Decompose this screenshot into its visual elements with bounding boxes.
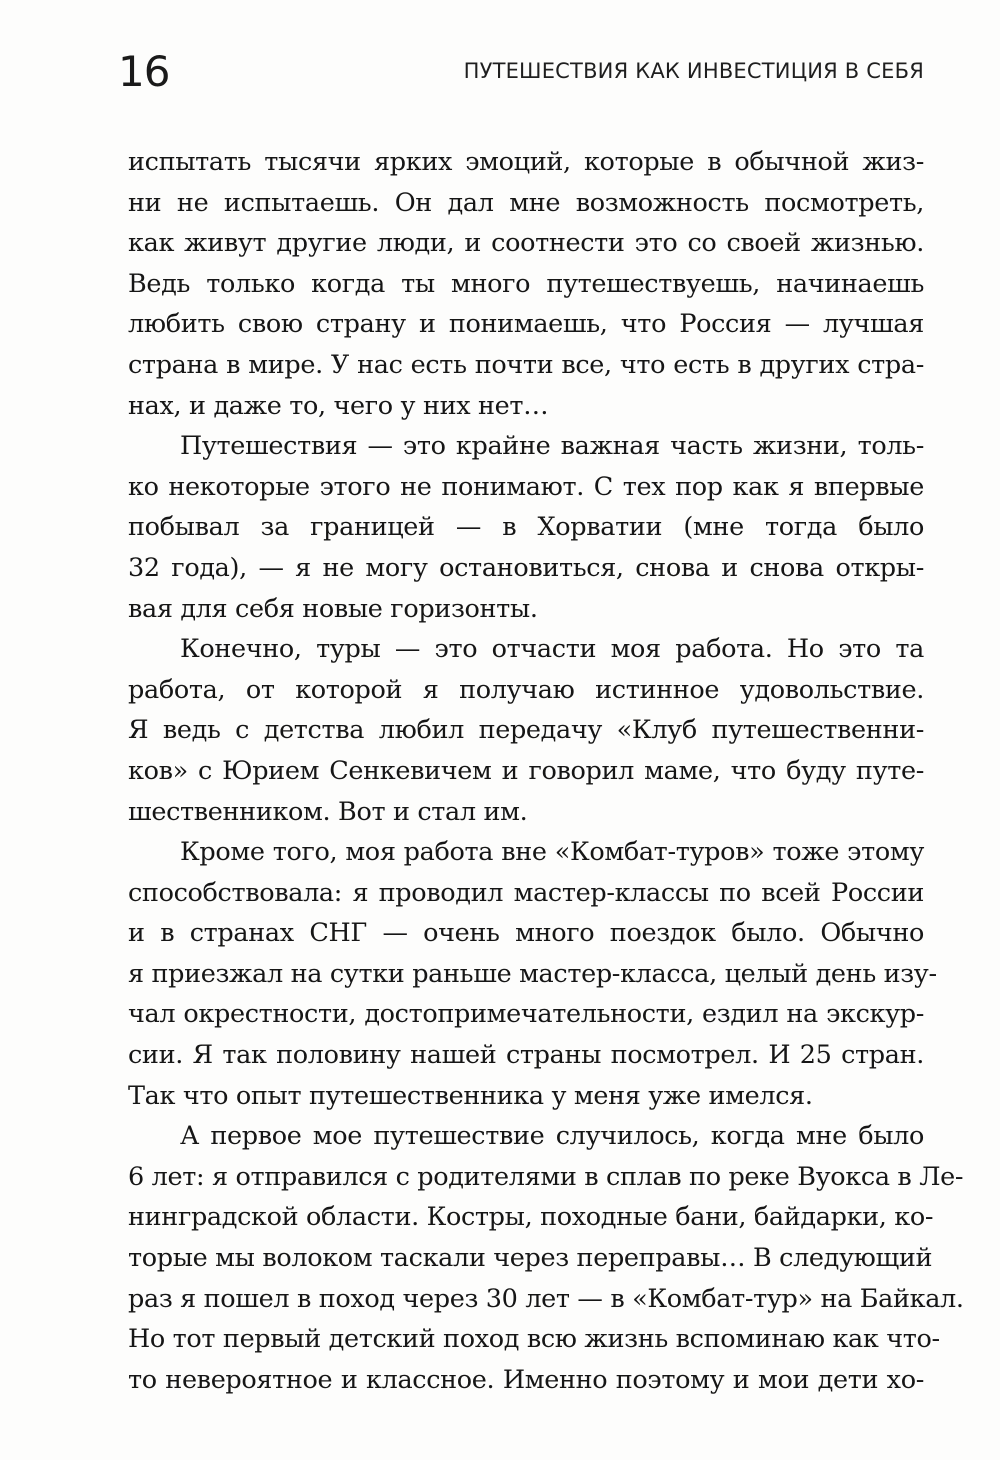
paragraph-3: [128, 629, 924, 832]
text-line: вая для себя новые горизонты.: [128, 593, 538, 624]
text-line: и в странах СНГ — очень много поездок было. Обычно: [128, 918, 924, 949]
text-line: нах, и даже то, чего у них нет…: [128, 390, 549, 421]
text-line: любить свою страну и понимаешь, что Россия — лучшая: [128, 309, 924, 340]
text-line: побывал за границей — в Хорватии (мне тогда было: [128, 512, 924, 543]
text-line: Путешествия — это крайне важная часть жизни, толь-: [180, 431, 924, 462]
text-line: как живут другие люди, и соотнести это со своей жизнью.: [128, 228, 924, 259]
text-line: Я ведь с детства любил передачу «Клуб путешественни-: [128, 715, 924, 746]
paragraph-5: [128, 1116, 964, 1400]
text-line: Кроме того, моя работа вне «Комбат-туров» тоже этому: [180, 837, 924, 868]
paragraph-1: [128, 142, 924, 426]
text-line: А первое мое путешествие случилось, когда мне было: [180, 1121, 924, 1152]
text-line: нинградской области. Костры, походные бани, байдарки, ко-: [128, 1202, 934, 1233]
page-header: [118, 42, 924, 102]
paragraph-2: [128, 426, 924, 629]
text-line: Так что опыт путешественника у меня уже имелся.: [128, 1080, 813, 1111]
text-line: сии. Я так половину нашей страны посмотрел. И 25 стран.: [128, 1040, 924, 1071]
text-line: способствовала: я проводил мастер-классы по всей России: [128, 877, 924, 908]
text-line: Ведь только когда ты много путешествуешь, начинаешь: [128, 268, 924, 299]
text-line: Но тот первый детский поход всю жизнь вспоминаю как что-: [128, 1324, 940, 1355]
text-line: я приезжал на сутки раньше мастер-класса, целый день изу-: [128, 958, 937, 989]
text-line: Конечно, туры — это отчасти моя работа. Но это та: [180, 634, 924, 665]
text-line: то невероятное и классное. Именно поэтому и мои дети хо-: [128, 1364, 924, 1395]
text-line: ко некоторые этого не понимают. С тех пор как я впервые: [128, 471, 924, 502]
body-text: [128, 142, 964, 1400]
text-line: чал окрестности, достопримечательности, ездил на экскур-: [128, 999, 924, 1030]
text-line: испытать тысячи ярких эмоций, которые в обычной жиз-: [128, 147, 924, 177]
text-line: ков» с Юрием Сенкевичем и говорил маме, что буду путе-: [128, 755, 924, 786]
text-line: 6 лет: я отправился с родителями в сплав по реке Вуокса в Ле-: [128, 1161, 964, 1192]
text-line: раз я пошел в поход через 30 лет — в «Комбат-тур» на Байкал.: [128, 1283, 964, 1314]
paragraph-4: [128, 832, 937, 1116]
text-line: торые мы волоком таскали через переправы… В следующий: [128, 1243, 933, 1274]
text-line: шественником. Вот и стал им.: [128, 796, 528, 827]
text-line: ни не испытаешь. Он дал мне возможность посмотреть,: [128, 187, 924, 218]
text-line: 32 года), — я не могу остановиться, снова и снова откры-: [128, 552, 924, 583]
text-line: работа, от которой я получаю истинное удовольствие.: [128, 674, 924, 705]
text-line: страна в мире. У нас есть почти все, что есть в других стра-: [128, 349, 924, 380]
page-number: 16: [118, 47, 170, 96]
running-title: ПУТЕШЕСТВИЯ КАК ИНВЕСТИЦИЯ В СЕБЯ: [463, 59, 924, 83]
